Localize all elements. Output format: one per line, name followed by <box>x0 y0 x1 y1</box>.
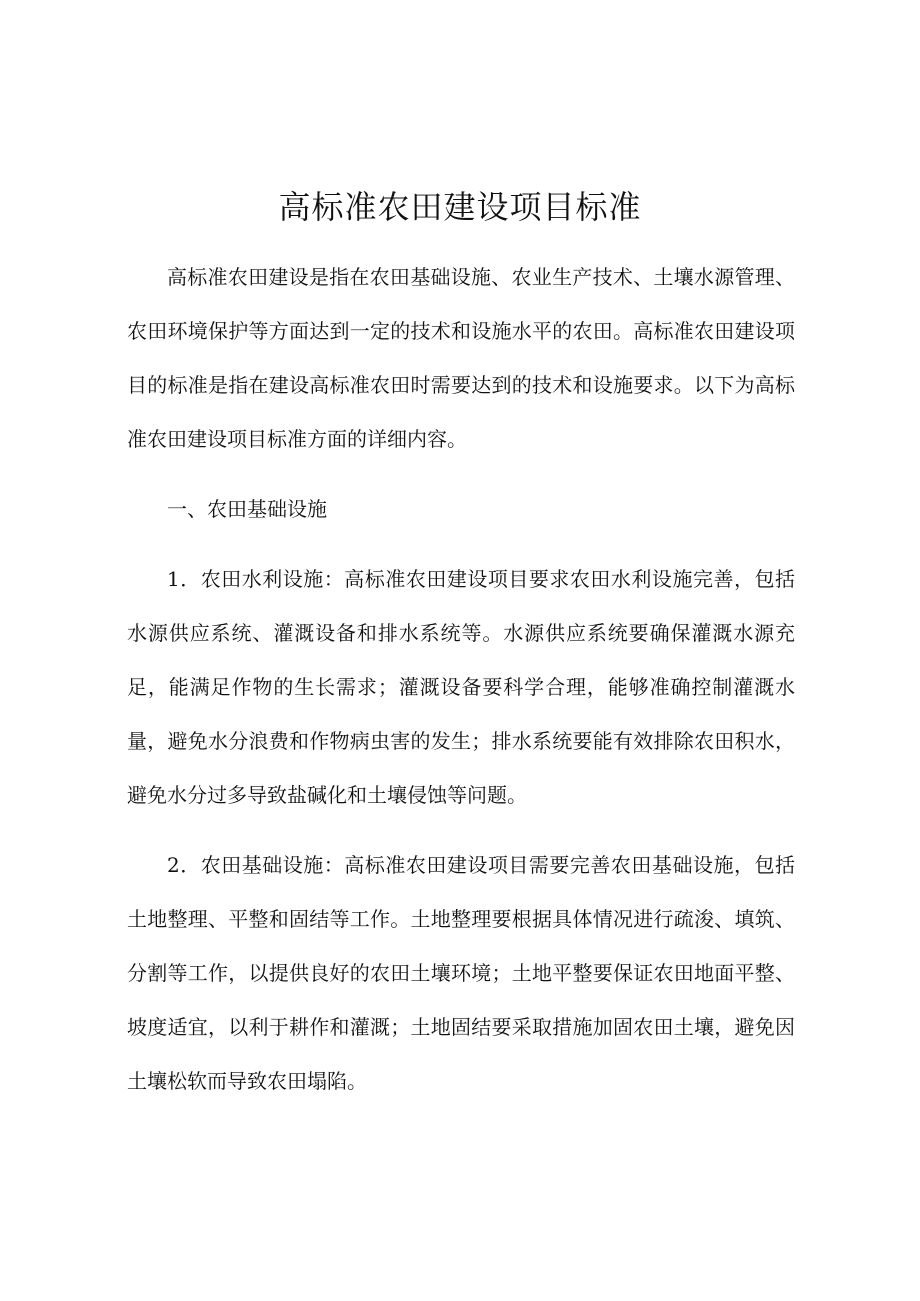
section-heading-infrastructure: 一、农田基础设施 <box>167 497 327 521</box>
item-paragraph-water-conservancy: 1．农田水利设施：高标准农田建设项目要求农田水利设施完善，包括水源供应系统、灌溉设备和排水系统等。水源供应系统要确保灌溉水源充足，能满足作物的生长需求；灌溉设备要科学合理，能够准确控制灌溉水量，避免水分浪费和作物病虫害的发生；排水系统要能有效排除农田积水，避免水分过多导致盐碱化和土壤侵蚀等问题。 <box>127 567 795 807</box>
item-paragraph-farmland-infrastructure: 2．农田基础设施：高标准农田建设项目需要完善农田基础设施，包括土地整理、平整和固结等工作。土地整理要根据具体情况进行疏浚、填筑、分割等工作，以提供良好的农田土壤环境；土地平整要保证农田地面平整、坡度适宜，以利于耕作和灌溉；土地固结要采取措施加固农田土壤，避免因土壤松软而导致农田塌陷。 <box>127 853 795 1093</box>
document-title: 高标准农田建设项目标准 <box>278 188 642 226</box>
intro-paragraph: 高标准农田建设是指在农田基础设施、农业生产技术、土壤水源管理、农田环境保护等方面达到一定的技术和设施水平的农田。高标准农田建设项目的标准是指在建设高标准农田时需要达到的技术和设施要求。以下为高标准农田建设项目标准方面的详细内容。 <box>127 265 795 451</box>
